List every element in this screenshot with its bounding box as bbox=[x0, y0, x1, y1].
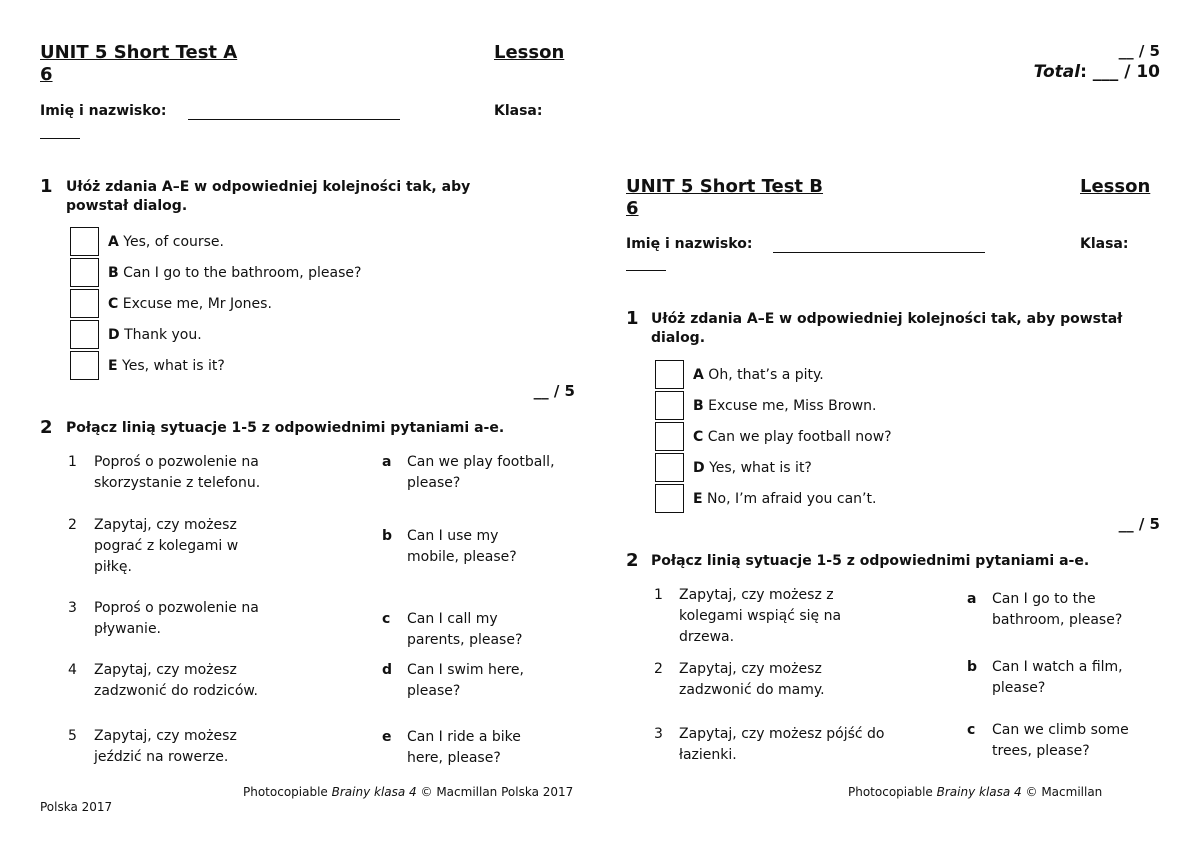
answer-box[interactable] bbox=[655, 484, 684, 513]
test-b-ex1-instruction: Ułóż zdania A–E w odpowiedniej kolejności tak, aby powstał dialog. bbox=[651, 311, 1123, 346]
test-b-name-field[interactable] bbox=[773, 252, 985, 253]
question-text: Can I use my mobile, please? bbox=[407, 528, 517, 565]
answer-box[interactable] bbox=[70, 289, 99, 318]
answer-box[interactable] bbox=[70, 320, 99, 349]
question-letter: e bbox=[382, 729, 392, 745]
question-text: Can we play football, please? bbox=[407, 454, 555, 491]
question-letter: d bbox=[382, 662, 393, 678]
test-a-ex1-number: 1 bbox=[40, 176, 53, 197]
situation-text: Zapytaj, czy możesz zadzwonić do mamy. bbox=[679, 661, 825, 698]
question-letter: c bbox=[382, 611, 391, 627]
situation-text: Zapytaj, czy możesz pójść do łazienki. bbox=[679, 726, 885, 763]
option-letter: D bbox=[108, 327, 120, 343]
option-letter: A bbox=[693, 367, 704, 383]
test-a-ex2-number: 2 bbox=[40, 417, 53, 438]
situation-text: Zapytaj, czy możesz zadzwonić do rodziców. bbox=[94, 662, 259, 699]
test-b-lesson-label: Lesson bbox=[1080, 176, 1151, 197]
option-letter: E bbox=[108, 358, 118, 374]
option-text: No, I’m afraid you can’t. bbox=[707, 491, 877, 507]
situation-number: 2 bbox=[654, 661, 663, 677]
test-a-lesson-label: Lesson bbox=[494, 42, 565, 63]
test-b-footer: Photocopiable Brainy klasa 4 © Macmillan bbox=[848, 785, 1103, 799]
test-b-class-label: Klasa: bbox=[1080, 236, 1129, 252]
test-b-ex1-score: __ / 5 bbox=[1118, 515, 1160, 533]
situation-number: 3 bbox=[654, 726, 663, 742]
test-a-footer-overflow: Polska 2017 bbox=[40, 800, 113, 814]
situation-text: Zapytaj, czy możesz pograć z kolegami w piłkę. bbox=[94, 517, 239, 575]
option-text: Excuse me, Mr Jones. bbox=[122, 296, 272, 312]
test-a-ex2-score: __ / 5 bbox=[1118, 42, 1160, 60]
situation-text: Zapytaj, czy możesz z kolegami wspiąć się na drzewa. bbox=[679, 587, 842, 645]
question-text: Can we climb some trees, please? bbox=[992, 722, 1129, 759]
question-text: Can I watch a film, please? bbox=[992, 659, 1123, 696]
situation-number: 2 bbox=[68, 517, 77, 533]
question-text: Can I ride a bike here, please? bbox=[407, 729, 521, 766]
situation-number: 1 bbox=[68, 454, 77, 470]
option-text: Excuse me, Miss Brown. bbox=[708, 398, 877, 414]
option-letter: B bbox=[693, 398, 704, 414]
question-letter: b bbox=[967, 659, 978, 675]
answer-box[interactable] bbox=[655, 391, 684, 420]
question-letter: a bbox=[382, 454, 392, 470]
option-letter: B bbox=[108, 265, 119, 281]
option-letter: C bbox=[108, 296, 119, 312]
situation-number: 5 bbox=[68, 728, 77, 744]
answer-box[interactable] bbox=[655, 360, 684, 389]
option-text: Yes, what is it? bbox=[709, 460, 812, 476]
test-a-name-field[interactable] bbox=[188, 119, 400, 120]
option-text: Yes, of course. bbox=[123, 234, 224, 250]
option-text: Oh, that’s a pity. bbox=[708, 367, 824, 383]
answer-box[interactable] bbox=[70, 227, 99, 256]
question-text: Can I swim here, please? bbox=[407, 662, 524, 699]
test-b-class-field[interactable] bbox=[626, 270, 666, 271]
option-letter: D bbox=[693, 460, 705, 476]
test-a-ex1-instruction: Ułóż zdania A–E w odpowiedniej kolejności tak, aby powstał dialog. bbox=[66, 179, 471, 214]
test-a-lesson-number: 6 bbox=[40, 64, 53, 85]
test-b-ex2-instruction: Połącz linią sytuacje 1-5 z odpowiednimi pytaniami a-e. bbox=[651, 553, 1090, 569]
situation-text: Zapytaj, czy możesz jeździć na rowerze. bbox=[94, 728, 237, 765]
test-a-footer: Photocopiable Brainy klasa 4 © Macmillan Polska 2017 bbox=[243, 785, 574, 799]
situation-text: Poproś o pozwolenie na pływanie. bbox=[94, 600, 259, 637]
answer-box[interactable] bbox=[655, 422, 684, 451]
question-text: Can I call my parents, please? bbox=[407, 611, 523, 648]
test-b-ex1-number: 1 bbox=[626, 308, 639, 329]
test-a-class-field[interactable] bbox=[40, 138, 80, 139]
test-a-name-label: Imię i nazwisko: bbox=[40, 103, 167, 119]
test-a-title: UNIT 5 Short Test A bbox=[40, 42, 238, 63]
test-a-class-label: Klasa: bbox=[494, 103, 543, 119]
total-label: Total bbox=[1033, 62, 1081, 82]
option-text: Can we play football now? bbox=[707, 429, 892, 445]
situation-number: 1 bbox=[654, 587, 663, 603]
test-a-ex1-score: __ / 5 bbox=[533, 382, 575, 400]
test-b-title: UNIT 5 Short Test B bbox=[626, 176, 824, 197]
question-letter: a bbox=[967, 591, 977, 607]
answer-box[interactable] bbox=[70, 351, 99, 380]
test-a-total: Total: ___ / 10 bbox=[1033, 62, 1160, 82]
test-b-lesson-number: 6 bbox=[626, 198, 639, 219]
question-letter: b bbox=[382, 528, 393, 544]
situation-number: 4 bbox=[68, 662, 77, 678]
option-text: Thank you. bbox=[124, 327, 202, 343]
test-b-ex2-number: 2 bbox=[626, 550, 639, 571]
test-a-ex2-instruction: Połącz linią sytuacje 1-5 z odpowiednimi pytaniami a-e. bbox=[66, 420, 505, 436]
option-text: Can I go to the bathroom, please? bbox=[123, 265, 362, 281]
question-text: Can I go to the bathroom, please? bbox=[992, 591, 1123, 628]
test-b-name-label: Imię i nazwisko: bbox=[626, 236, 753, 252]
situation-number: 3 bbox=[68, 600, 77, 616]
total-value: ___ / 10 bbox=[1092, 62, 1160, 82]
situation-text: Poproś o pozwolenie na skorzystanie z telefonu. bbox=[94, 454, 261, 491]
option-letter: C bbox=[693, 429, 704, 445]
answer-box[interactable] bbox=[655, 453, 684, 482]
option-letter: A bbox=[108, 234, 119, 250]
question-letter: c bbox=[967, 722, 976, 738]
answer-box[interactable] bbox=[70, 258, 99, 287]
option-text: Yes, what is it? bbox=[122, 358, 225, 374]
option-letter: E bbox=[693, 491, 703, 507]
